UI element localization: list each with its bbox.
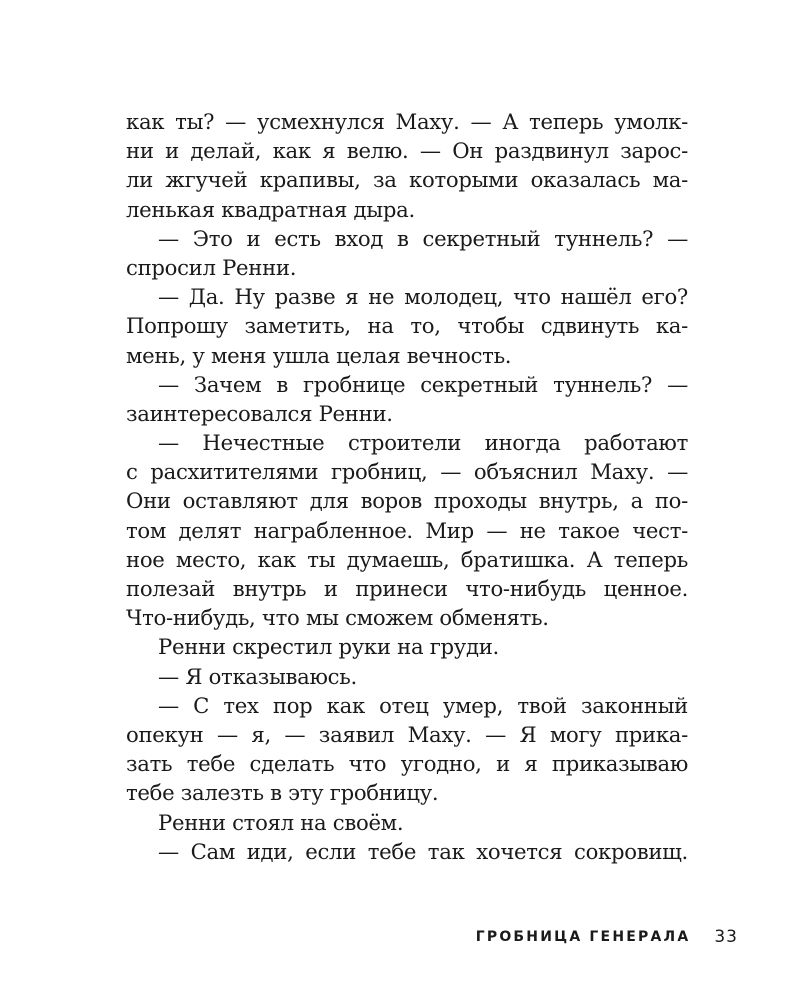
text-line: — С тех пор как отец умер, твой законный (158, 692, 688, 718)
text-line: ни и делай, как я велю. — Он раздвинул зарос- (126, 138, 688, 164)
text-line: зать тебе сделать что угодно, и я приказываю (126, 751, 688, 777)
text-line: ное место, как ты думаешь, братишка. А теперь (126, 546, 688, 572)
text-line: — Сам иди, если тебе так хочется сокровищ. (158, 838, 688, 864)
page-footer (476, 925, 738, 949)
text-line: — Нечестные строители иногда работают (158, 430, 688, 456)
text-line: полезай внутрь и принеси что-нибудь ценное. (126, 576, 688, 601)
text-line: мень, у меня ушла целая вечность. (126, 342, 512, 368)
text-line: с расхитителями гробниц, — объяснил Маху. — (126, 459, 688, 485)
running-title: ГРОБНИЦА ГЕНЕРАЛА (475, 929, 691, 945)
page-number: 33 (714, 927, 738, 947)
text-line: ли жгучей крапивы, за которыми оказалась ма- (126, 167, 688, 193)
text-line: том делят награбленное. Мир — не такое чест- (126, 517, 688, 543)
text-line: заинтересовался Ренни. (126, 400, 393, 426)
text-line: ленькая квадратная дыра. (126, 196, 415, 222)
text-line: — Это и есть вход в секретный туннель? — (158, 225, 688, 251)
text-line: — Я отказываюсь. (158, 663, 357, 689)
text-line: спросил Ренни. (126, 254, 297, 280)
text-line: Попрошу заметить, на то, чтобы сдвинуть ка- (126, 313, 688, 339)
text-line: Они оставляют для воров проходы внутрь, а по- (126, 488, 688, 514)
text-line: опекун — я, — заявил Маху. — Я могу прика- (126, 721, 688, 747)
text-line: Ренни скрестил руки на груди. (158, 634, 499, 660)
text-line: Ренни стоял на своём. (158, 809, 404, 835)
body-text (126, 107, 688, 866)
text-line: тебе залезть в эту гробницу. (126, 780, 439, 806)
text-line: как ты? — усмехнулся Маху. — А теперь умолк- (126, 109, 688, 134)
text-line: — Зачем в гробнице секретный туннель? — (158, 371, 688, 397)
text-line: Что-нибудь, что мы сможем обменять. (126, 605, 549, 631)
text-line: — Да. Ну разве я не молодец, что нашёл его? (158, 284, 688, 310)
